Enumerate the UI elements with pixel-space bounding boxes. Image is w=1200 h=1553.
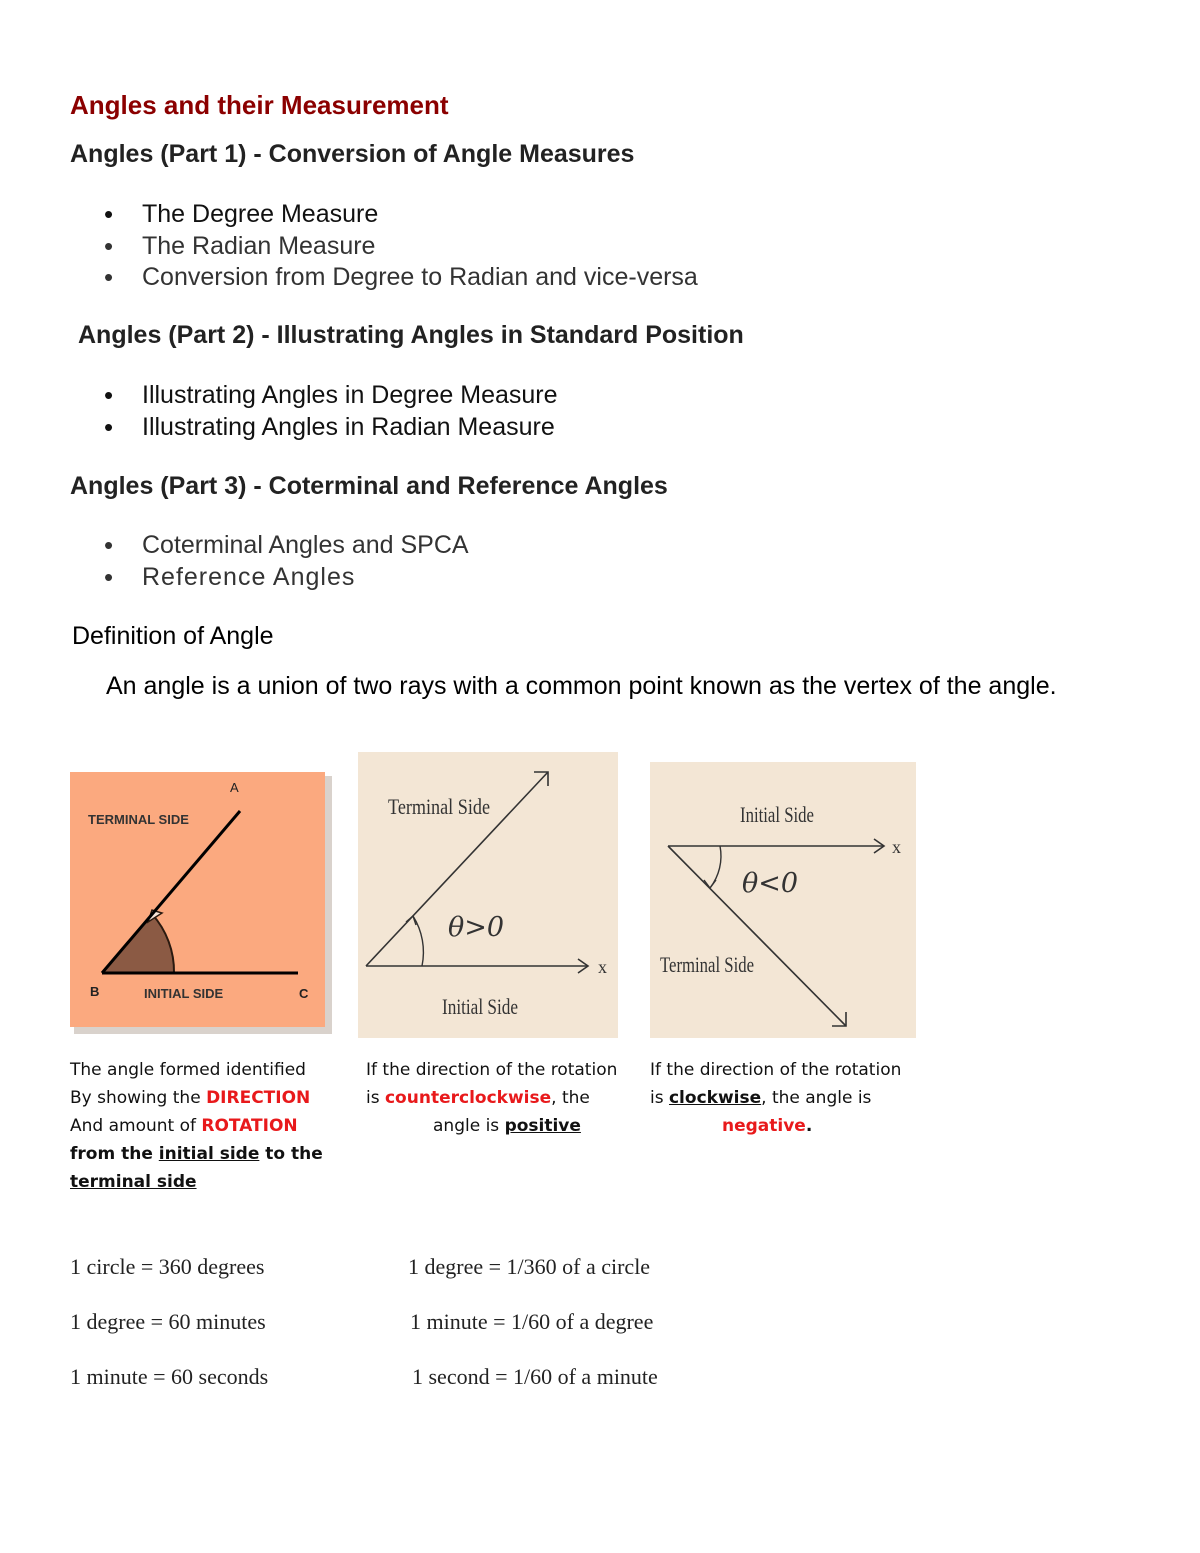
- caption-emphasis: positive: [504, 1116, 581, 1136]
- caption-text: from the: [70, 1144, 159, 1164]
- caption-text: And amount of: [70, 1116, 202, 1136]
- list-item: • Illustrating Angles in Degree Measure: [104, 380, 558, 412]
- initial-side-label: Initial Side: [740, 802, 814, 827]
- equation: 1 degree = 60 minutes: [70, 1309, 266, 1334]
- caption-highlight: ROTATION: [201, 1116, 298, 1136]
- angle-figure-2: [358, 752, 618, 1038]
- equation: 1 second = 1/60 of a minute: [412, 1364, 658, 1389]
- list-item: • Conversion from Degree to Radian and vice-versa: [104, 262, 698, 294]
- theta-label: θ>0: [448, 912, 505, 943]
- caption-text: By showing the: [70, 1088, 207, 1108]
- equation: 1 minute = 1/60 of a degree: [410, 1309, 654, 1334]
- caption-line: [366, 1084, 617, 1112]
- caption-highlight: counterclockwise: [384, 1088, 552, 1108]
- caption-emphasis: initial side: [158, 1144, 260, 1164]
- caption-text: , the: [551, 1088, 590, 1108]
- caption-line: The angle formed identified: [70, 1060, 306, 1080]
- part2-heading: Angles (Part 2) - Illustrating Angles in Standard Position: [78, 321, 744, 349]
- initial-side-label: INITIAL SIDE: [144, 986, 224, 1001]
- caption-line: [366, 1112, 617, 1140]
- initial-side-label: Initial Side: [442, 994, 518, 1019]
- equation: 1 minute = 60 seconds: [70, 1364, 269, 1389]
- caption-1: [70, 1056, 323, 1196]
- caption-text: to the: [259, 1144, 323, 1164]
- list-item: • Coterminal Angles and SPCA: [104, 530, 469, 562]
- caption-emphasis: clockwise: [668, 1088, 762, 1108]
- terminal-side-label: TERMINAL SIDE: [88, 812, 189, 827]
- caption-line: [70, 1084, 323, 1112]
- equation: 1 degree = 1/360 of a circle: [408, 1254, 651, 1279]
- caption-2: [366, 1056, 617, 1140]
- caption-line: If the direction of the rotation: [366, 1060, 618, 1080]
- definition-heading: Definition of Angle: [72, 622, 274, 650]
- caption-line: [70, 1168, 323, 1196]
- caption-text: is: [366, 1088, 385, 1108]
- caption-line: [70, 1112, 323, 1140]
- list-item: • The Degree Measure: [104, 199, 698, 231]
- part3-list: [104, 530, 469, 593]
- caption-line: [650, 1084, 901, 1112]
- terminal-side-label: Terminal Side: [660, 952, 754, 977]
- document-title: Angles and their Measurement: [70, 90, 449, 120]
- label-b: B: [90, 984, 100, 999]
- list-item: • Illustrating Angles in Radian Measure: [104, 412, 558, 444]
- caption-line: [70, 1140, 323, 1168]
- caption-line: If the direction of the rotation: [650, 1060, 902, 1080]
- label-c: C: [299, 986, 309, 1001]
- list-item: • The Radian Measure: [104, 231, 698, 263]
- equation: 1 circle = 360 degrees: [70, 1254, 265, 1279]
- x-axis-label: x: [598, 957, 607, 977]
- caption-highlight: DIRECTION: [206, 1088, 311, 1108]
- definition-text: An angle is a union of two rays with a common point known as the vertex of the angle.: [106, 672, 1057, 700]
- x-axis-label: x: [892, 837, 901, 857]
- part3-heading: Angles (Part 3) - Coterminal and Reference Angles: [70, 472, 668, 500]
- label-a: A: [230, 780, 239, 795]
- caption-text: angle is: [433, 1116, 505, 1136]
- caption-text: .: [805, 1116, 813, 1136]
- caption-highlight: negative: [722, 1116, 806, 1136]
- caption-text: , the angle is: [761, 1088, 872, 1108]
- theta-label: θ<0: [742, 868, 799, 899]
- caption-emphasis: terminal side: [70, 1172, 197, 1192]
- caption-text: is: [650, 1088, 669, 1108]
- list-item: • Reference Angles: [104, 562, 469, 594]
- caption-3: [650, 1056, 901, 1140]
- caption-line: [650, 1112, 901, 1140]
- part2-list: [104, 380, 558, 443]
- angle-figure-3: [650, 762, 916, 1038]
- part1-heading: Angles (Part 1) - Conversion of Angle Measures: [70, 140, 635, 168]
- terminal-side-label: Terminal Side: [388, 794, 490, 819]
- angle-figure-1: [68, 770, 336, 1038]
- part1-list: [104, 199, 698, 294]
